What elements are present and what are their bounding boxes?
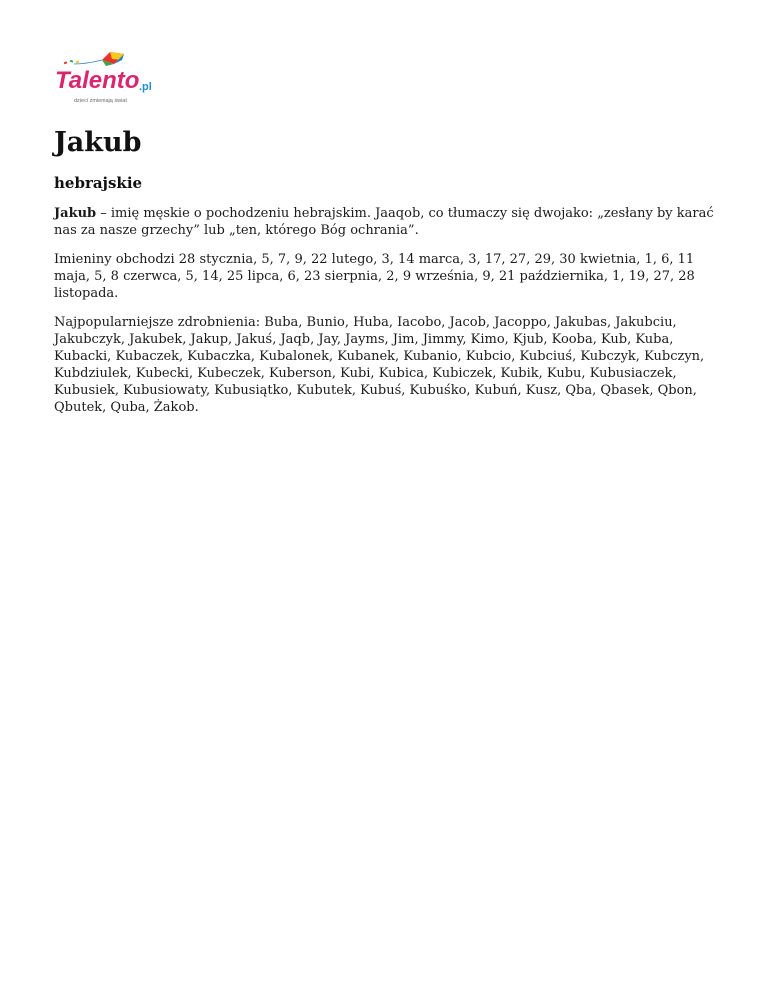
page-title: Jakub <box>54 127 142 158</box>
diminutives-paragraph: Najpopularniejsze zdrobnienia: Buba, Bunio, Huba, Iacobo, Jacob, Jacoppo, Jakubas, Jakubciu, Jakubczyk, Jakubek, Jakup, Jakuś, Jaqb, Jay, Jayms, Jim, Jimmy, Kimo, Kjub, Kooba, Kub, Kuba, Kubacki, Kubaczek, Kubaczka, Kubalonek, Kubanek, Kubanio, Kubcio, Kubciuś, Kubczyk, Kubczyn, Kubdziulek, Kubecki, Kubeczek, Kuberson, Kubi, Kubica, Kubiczek, Kubik, Kubu, Kubusiaczek, Kubusiek, Kubusiowaty, Kubusiątko, Kubutek, Kubuś, Kubuśko, Kubuń, Kusz, Qba, Qbasek, Qbon, Qbutek, Quba, Żakob. <box>54 315 705 415</box>
kite-icon <box>64 52 124 66</box>
talento-logo <box>54 50 158 108</box>
namedays-paragraph: Imieniny obchodzi 28 stycznia, 5, 7, 9, 22 lutego, 3, 14 marca, 3, 17, 27, 29, 30 kwietnia, 1, 6, 11 maja, 5, 8 czerwca, 5, 14, 25 lipca, 6, 23 sierpnia, 2, 9 września, 9, 21 października, 1, 19, 27, 28 listopada. <box>54 252 695 301</box>
logo-brand-text: Talento <box>55 67 140 94</box>
logo-tagline: dzieci zmieniają świat <box>74 98 127 104</box>
intro-paragraph <box>54 205 714 239</box>
intro-text: – imię męskie o pochodzeniu hebrajskim. Jaaqob, co tłumaczy się dwojako: „zesłany by karać nas za nasze grzechy” lub „ten, którego Bóg ochrania”. <box>54 206 714 238</box>
origin-heading: hebrajskie <box>54 174 143 192</box>
document-page <box>54 50 714 416</box>
intro-name: Jakub <box>54 206 97 221</box>
logo-domain-text: .pl <box>139 81 152 93</box>
